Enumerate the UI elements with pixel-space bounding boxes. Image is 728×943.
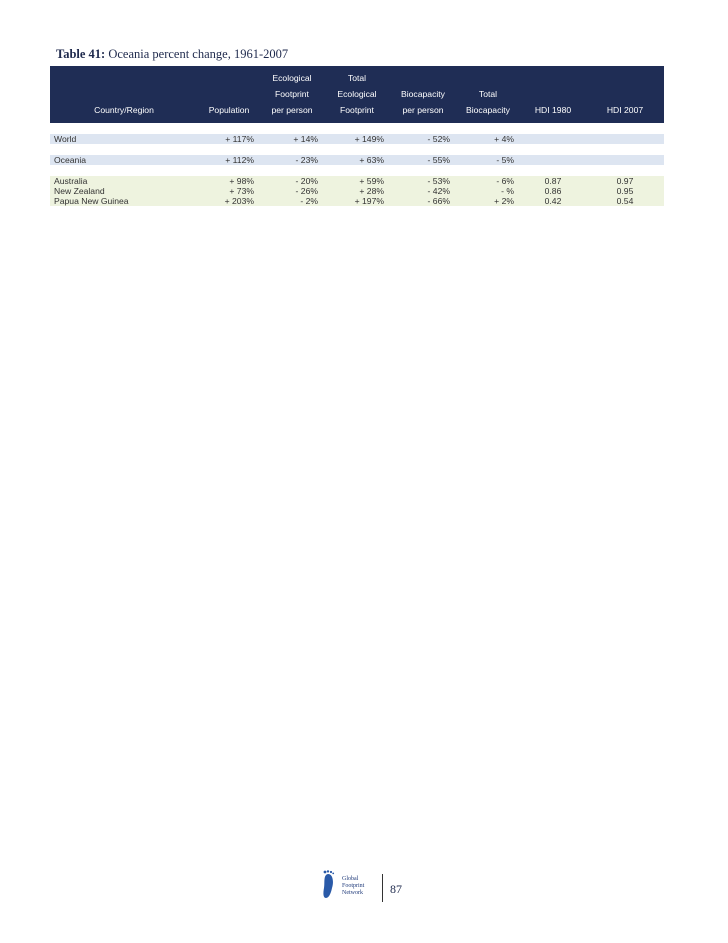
- cell-hdi-1980: 0.42: [520, 196, 586, 206]
- cell-total-footprint: + 197%: [324, 196, 390, 206]
- cell-hdi-2007: 0.97: [586, 176, 664, 186]
- col-header-population: Population: [198, 66, 260, 123]
- col-header-hdi-2007: HDI 2007: [586, 66, 664, 123]
- cell-name: Oceania: [50, 155, 198, 165]
- cell-population: + 73%: [198, 186, 260, 196]
- table-row: [50, 196, 664, 206]
- cell-population: + 112%: [198, 155, 260, 165]
- table-row-oceania: [50, 155, 664, 165]
- cell-total-biocap: + 2%: [456, 196, 520, 206]
- cell-total-biocap: + 4%: [456, 134, 520, 144]
- spacer-row: [50, 123, 664, 134]
- col-header-country: Country/Region: [50, 66, 198, 123]
- cell-total-footprint: + 28%: [324, 186, 390, 196]
- footer-divider: [382, 874, 383, 902]
- cell-hdi-1980: 0.87: [520, 176, 586, 186]
- cell-hdi-2007: 0.54: [586, 196, 664, 206]
- cell-total-biocap: - 5%: [456, 155, 520, 165]
- cell-biocap-pp: - 52%: [390, 134, 456, 144]
- cell-hdi-1980: [520, 155, 586, 165]
- oceania-table: [50, 66, 664, 206]
- table-row-world: [50, 134, 664, 144]
- table-row: [50, 186, 664, 196]
- cell-name: Papua New Guinea: [50, 196, 198, 206]
- table-title-text: Oceania percent change, 1961-2007: [108, 47, 289, 61]
- col-header-hdi-1980: HDI 1980: [520, 66, 586, 123]
- cell-footprint-pp: - 20%: [260, 176, 324, 186]
- cell-hdi-2007: 0.95: [586, 186, 664, 196]
- cell-biocap-pp: - 42%: [390, 186, 456, 196]
- col-header-footprint-per-person: [260, 66, 324, 123]
- table-title: [56, 47, 288, 62]
- cell-population: + 98%: [198, 176, 260, 186]
- col-header-line: Ecological: [337, 89, 377, 99]
- cell-total-biocap: - 6%: [456, 176, 520, 186]
- col-header-line: Ecological: [272, 73, 312, 83]
- col-header-total-biocapacity: [456, 66, 520, 123]
- col-header-line: Biocapacity: [401, 89, 445, 99]
- col-header-line: per person: [402, 105, 444, 115]
- col-header-line: Footprint: [340, 105, 374, 115]
- cell-biocap-pp: - 53%: [390, 176, 456, 186]
- table-title-label: Table 41:: [56, 47, 106, 61]
- table-header-row: [50, 66, 664, 123]
- col-header-line: Footprint: [275, 89, 309, 99]
- col-header-biocapacity-per-person: [390, 66, 456, 123]
- cell-population: + 203%: [198, 196, 260, 206]
- cell-total-footprint: + 149%: [324, 134, 390, 144]
- logo-text: [342, 876, 374, 897]
- cell-footprint-pp: - 23%: [260, 155, 324, 165]
- table-row: [50, 176, 664, 186]
- cell-hdi-1980: 0.86: [520, 186, 586, 196]
- cell-name: New Zealand: [50, 186, 198, 196]
- col-header-line: Total: [347, 73, 367, 83]
- col-header-line: per person: [271, 105, 313, 115]
- cell-hdi-2007: [586, 155, 664, 165]
- col-header-total-footprint: [324, 66, 390, 123]
- cell-hdi-1980: [520, 134, 586, 144]
- col-header-line: Total: [478, 89, 498, 99]
- cell-footprint-pp: - 26%: [260, 186, 324, 196]
- cell-footprint-pp: + 14%: [260, 134, 324, 144]
- spacer-row: [50, 144, 664, 155]
- logo-line: Global: [342, 876, 359, 882]
- page-number: 87: [390, 882, 402, 896]
- cell-population: + 117%: [198, 134, 260, 144]
- logo-line: Footprint: [342, 883, 365, 889]
- cell-name: Australia: [50, 176, 198, 186]
- cell-biocap-pp: - 55%: [390, 155, 456, 165]
- footprint-logo-icon: [320, 870, 336, 900]
- cell-footprint-pp: - 2%: [260, 196, 324, 206]
- cell-total-biocap: - %: [456, 186, 520, 196]
- cell-hdi-2007: [586, 134, 664, 144]
- cell-biocap-pp: - 66%: [390, 196, 456, 206]
- cell-total-footprint: + 63%: [324, 155, 390, 165]
- spacer-row: [50, 165, 664, 176]
- col-header-line: Biocapacity: [466, 105, 510, 115]
- cell-total-footprint: + 59%: [324, 176, 390, 186]
- logo-line: Network: [342, 890, 363, 896]
- cell-name: World: [50, 134, 198, 144]
